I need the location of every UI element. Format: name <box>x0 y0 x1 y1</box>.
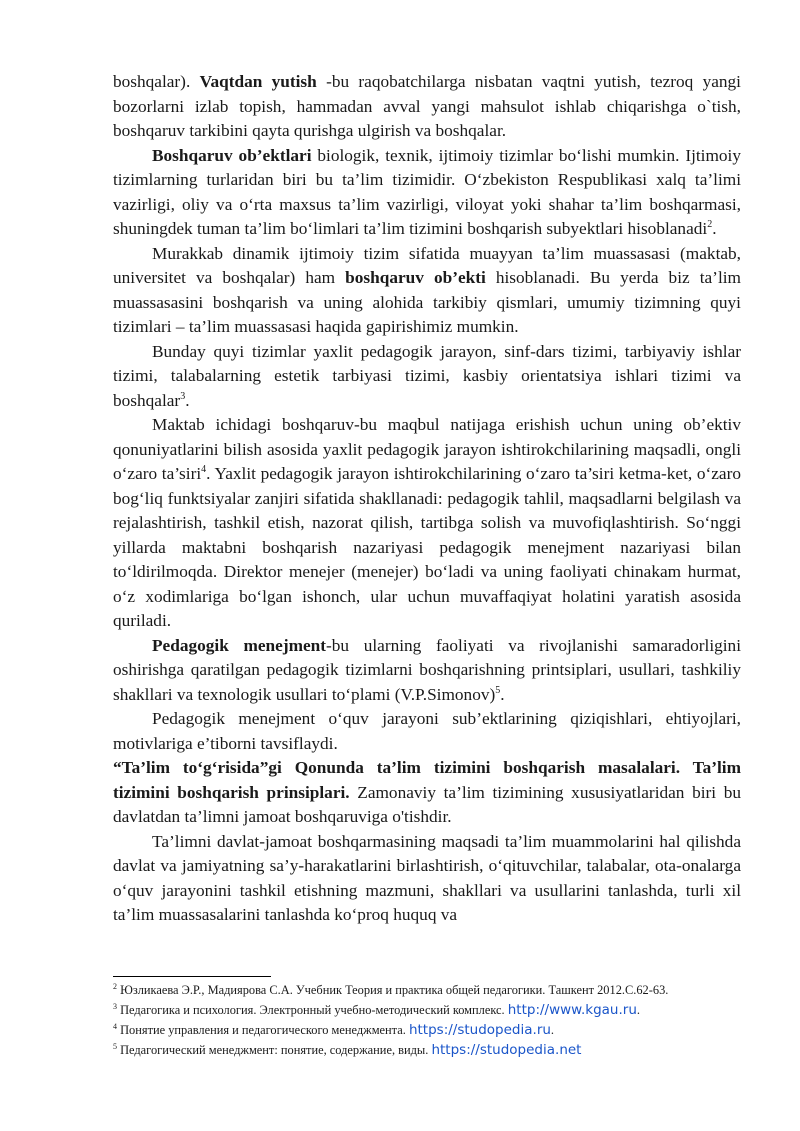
footnote-link[interactable]: http://www.kgau.ru <box>507 1002 637 1018</box>
footnote-link[interactable]: https://studopedia.net <box>431 1042 582 1058</box>
paragraph <box>113 413 741 634</box>
paragraph <box>113 340 741 414</box>
paragraph <box>113 634 741 708</box>
text: boshqalar). <box>113 72 200 91</box>
text: . <box>185 390 190 410</box>
text: . Yaxlit pedagogik jarayon ishtirokchilarining o‘zaro ta’siri ketma-ket, o‘zaro bog‘liq funktsiyalar zanjiri sifatida shakllanadi: pedagogik tahlil, maqsadlarni belgilash va rejalashtirish, tashkil etish, nazorat qilish, tartibga solish va muvofiqlashtirish. So‘nggi yillarda maktabni boshqarish nazariyasi pedagogik menejment nazariyasi bilan to‘ldirilmoqda. Direktor menejer (menejer) bo‘ladi va uning faoliyati chinakam hurmat, o‘z xodimlariga bo‘lgan ishonch, ular uchun muvaffaqiyat holatini yaratish asosida quriladi. <box>113 464 741 630</box>
footnote-number: 4 <box>113 1021 117 1031</box>
document-body <box>113 70 741 928</box>
footnote-divider <box>113 976 271 977</box>
text: Zamonaviy ta’lim tizimining xususiyatlaridan biri bu davlatdan ta’limni jamoat boshqaruviga o'tishdir. <box>113 782 741 826</box>
text: Pedagogik menejment o‘quv jarayoni sub’ektlarining qiziqishlari, ehtiyojlari, motivlariga e’tiborni tavsiflaydi. <box>113 709 741 753</box>
bold-term: Boshqaruv ob’ektlari <box>152 145 312 165</box>
text: hisoblanadi. Bu yerda biz ta’lim muassasasini boshqarish va uning alohida tarkibiy qismlari, umumiy tizimning quyi tizimlari – ta’lim muassasasi haqida gapirishimiz mumkin. <box>113 268 741 336</box>
footnote-text: Педагогический менеджмент: понятие, содержание, виды. <box>117 1043 432 1057</box>
text: Maktab ichidagi boshqaruv-bu maqbul natijaga erishish uchun uning ob’ektiv qonuniyatlarini bilish asosida yaxlit pedagogik jarayon ishtirokchilarining maqsadli, ongli o‘zaro ta’siri <box>113 415 741 483</box>
footnote-text: Юзликаева Э.Р., Мадиярова С.А. Учебник Теория и практика общей педагогики. Ташкент 2012.С.62-63. <box>117 983 669 997</box>
text: Ta’limni davlat-jamoat boshqarmasining maqsadi ta’lim muammolarini hal qilishda davlat va jamiyatning sa’y-harakatlarini birlashtirish, o‘qituvchilar, talabalar, ota-onalarga o‘quv jarayonini tashkil etishning mazmuni, shakllari va usullarini tanlashda, turli xil ta’lim muassasalarini tanlashda ko‘proq huquq va <box>113 831 741 924</box>
text: -bu raqobatchilarga nisbatan vaqtni yutish, tezroq yangi bozorlarni izlab topish, hammadan avval yangi mahsulot ishlab chiqarishga o`tish, boshqaruv tarkibini qayta qurishga ulgirish va boshqalar. <box>113 72 741 140</box>
footnote-ref[interactable]: 4 <box>201 464 207 476</box>
footnote-text: . <box>636 1003 640 1017</box>
footnote-link[interactable]: https://studopedia.ru <box>408 1022 551 1038</box>
footnotes <box>113 976 741 1060</box>
text: biologik, texnik, ijtimoiy tizimlar bo‘lishi mumkin. Ijtimoiy tizimlarning turlaridan biri bu ta’lim tizimidir. O‘zbekiston Respublikasi xalq ta’limi vazirligi, oliy va o‘rta maxsus ta’lim vazirligi, viloyat yoki shahar ta’lim boshqarmasi, shuningdek tuman ta’lim bo‘limlari ta’lim tizimini boshqarish subyektlari hisoblanadi <box>113 145 741 238</box>
footnote-ref[interactable]: 2 <box>707 219 713 231</box>
footnote-text: Педагогика и психология. Электронный учебно-методический комплекс. <box>117 1003 508 1017</box>
footnote <box>113 980 741 1000</box>
section-heading: “Ta’lim to‘g‘risida”gi Qonunda ta’lim tizimini boshqarish masalalari. Ta’lim tizimini boshqarish prinsiplari. <box>113 758 741 802</box>
paragraph <box>113 830 741 928</box>
footnote-ref[interactable]: 5 <box>495 684 501 696</box>
footnote-number: 3 <box>113 1001 117 1011</box>
footnote <box>113 1040 741 1060</box>
text: . <box>712 219 717 238</box>
paragraph <box>113 242 741 340</box>
footnote-number: 5 <box>113 1041 117 1051</box>
bold-term: boshqaruv ob’ekti <box>345 268 486 287</box>
footnote-number: 2 <box>113 981 117 991</box>
text: . <box>500 684 505 704</box>
section-heading-paragraph <box>113 756 741 830</box>
paragraph <box>113 144 741 242</box>
footnote-text: Понятие управления и педагогического менеджмента. <box>117 1023 409 1037</box>
paragraph <box>113 70 741 144</box>
bold-term: Pedagogik menejment <box>152 635 327 655</box>
text: Murakkab dinamik ijtimoiy tizim sifatida muayyan ta’lim muassasasi (maktab, universitet va boshqalar) ham <box>113 243 741 287</box>
footnote-text: . <box>550 1023 555 1037</box>
text: -bu ularning faoliyati va rivojlanishi samaradorligini oshirishga qaratilgan pedagogik tizimlarni boshqarishning printsiplari, usullari, tashkiliy shakllari va texnologik usullari to‘plami (V.P.Simonov) <box>113 635 742 704</box>
paragraph <box>113 707 741 756</box>
bold-term: Vaqtdan yutish <box>199 72 317 91</box>
footnote <box>113 1020 741 1040</box>
text: Bunday quyi tizimlar yaxlit pedagogik jarayon, sinf-dars tizimi, tarbiyaviy ishlar tizimi, talabalarning estetik tarbiyasi tizimi, kasbiy orientatsiya ishlari tizimi va boshqalar <box>113 341 741 410</box>
footnote-ref[interactable]: 3 <box>180 390 186 402</box>
footnote <box>113 1000 741 1020</box>
